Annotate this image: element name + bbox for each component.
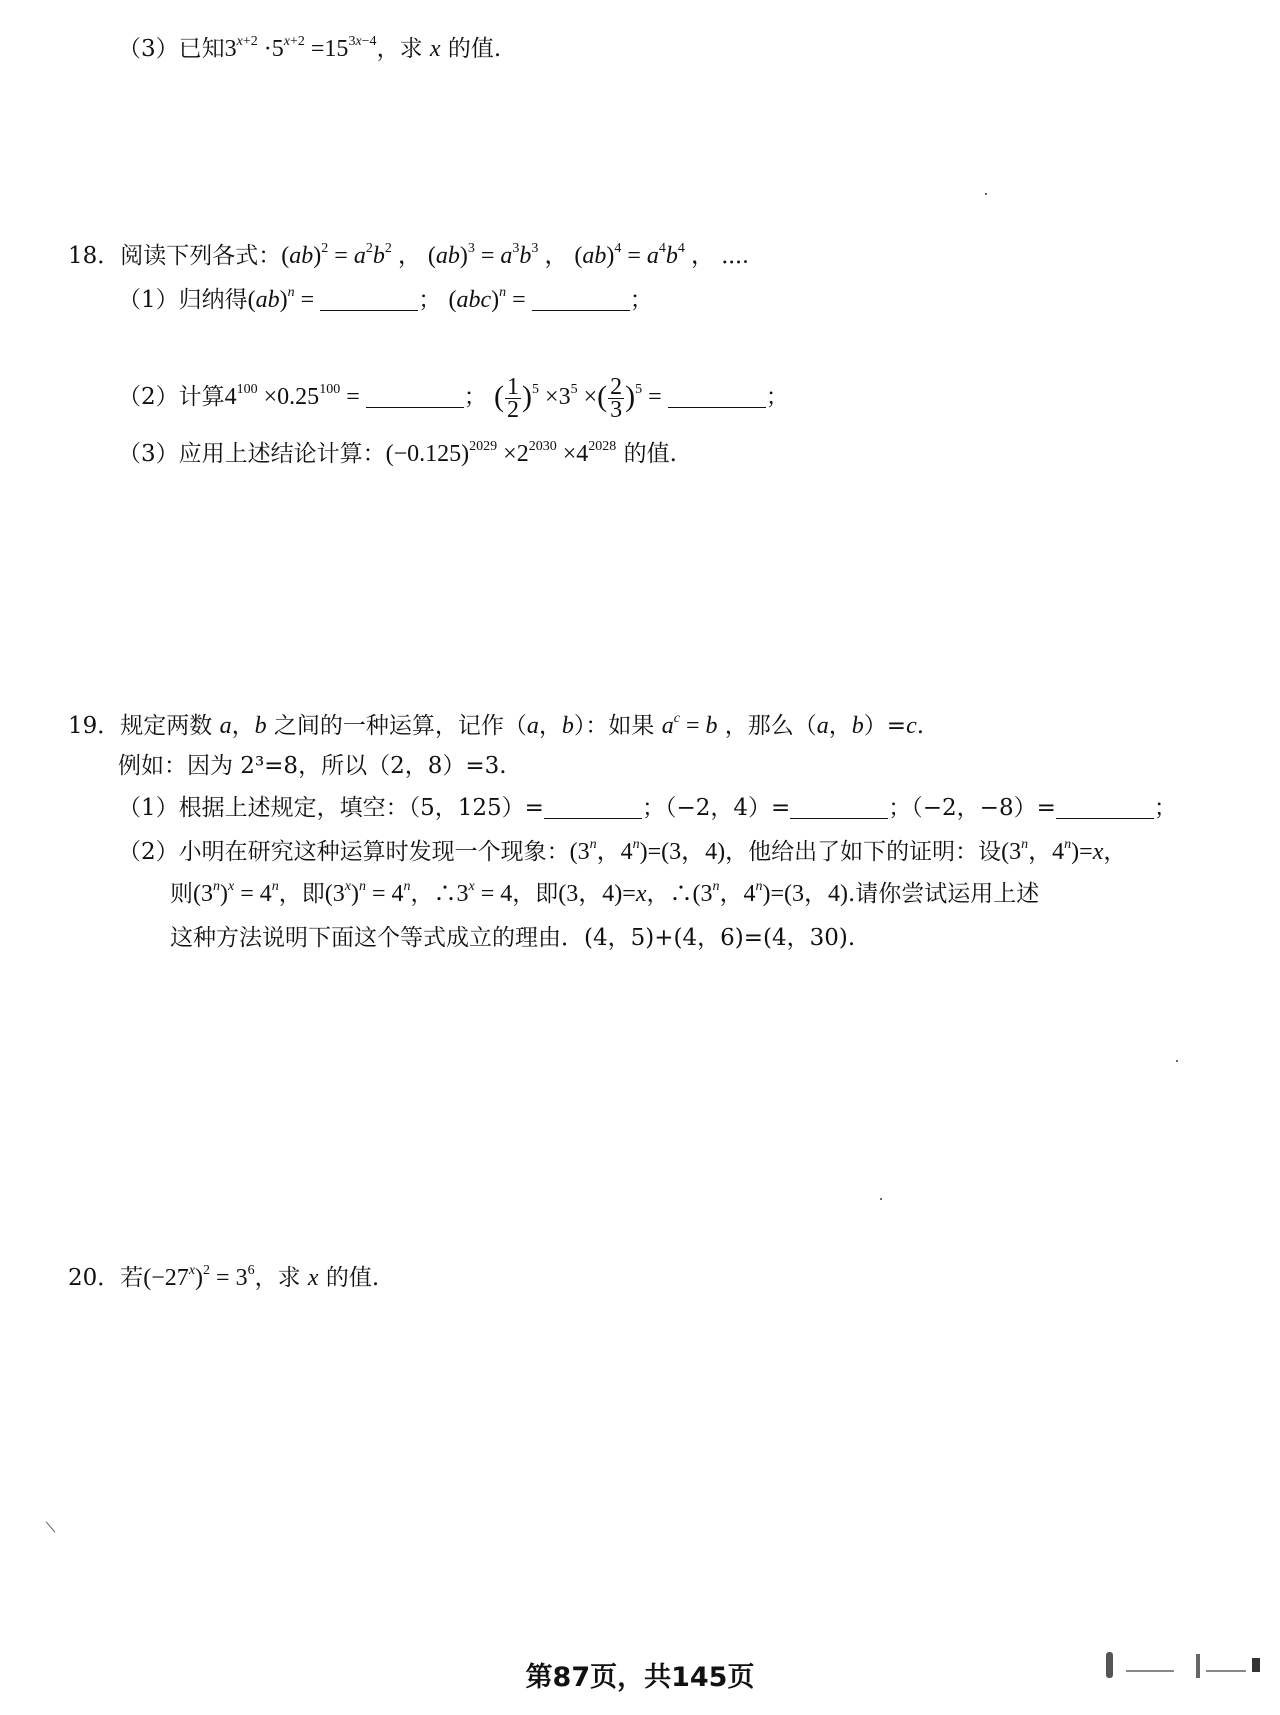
q18-number: 18． bbox=[68, 243, 121, 269]
q19-part1-c: ；（−2，−8）= bbox=[888, 795, 1056, 821]
q19-line1c: ）：如果 bbox=[573, 713, 655, 739]
q17-part3: （3）已知$3^{x+2} \cdot 5^{x+2} =15^{3x-4}$，求 x 的值. bbox=[118, 34, 502, 62]
q18-part3: （3）应用上述结论计算：$(-0.125)^{2029} \times 2^{2030} \times 4^{2028}$ 的值. bbox=[118, 439, 677, 467]
q18-part1-label: （1）归纳得 bbox=[118, 287, 248, 313]
q19-part1-blank-b[interactable] bbox=[790, 796, 888, 819]
q18-part1-blank-a[interactable] bbox=[320, 288, 418, 311]
q19-part1-label: （1）根据上述规定，填空：（5，125）= bbox=[118, 795, 544, 821]
q17-equation: $3^{x+2} \cdot 5^{x+2} =15^{3x-4}$ bbox=[224, 34, 377, 62]
q20-stem: 20．若$(-27^x)^2 = 3^6$，求 x 的值. bbox=[68, 1263, 380, 1291]
q19-line1d: ，那么（ bbox=[724, 713, 817, 739]
scan-speck bbox=[1176, 1060, 1178, 1062]
q19-part2-line1: （2）小明在研究这种运算时发现一个现象：(3$^n$，$4^n)=(3$，4)，他给出了如下的证明：设(3$^n$，$4^n)=x$， bbox=[118, 837, 1127, 865]
q19-part2-line2b: ，即 bbox=[278, 881, 325, 907]
q18-part1: （1）归纳得(ab)$^n$ = ； (abc)$^n$ = ； bbox=[118, 285, 653, 313]
q19-part2-line2a: 则 bbox=[170, 881, 193, 907]
q19-line1e: ）= bbox=[863, 713, 907, 739]
q18-part1-blank-b[interactable] bbox=[532, 288, 630, 311]
q19-part2-line2e: ，∴ bbox=[646, 881, 693, 907]
q17-part3-suffix: ，求 bbox=[376, 36, 423, 62]
q19-part2-line2f: .请你尝试运用上述 bbox=[848, 881, 1040, 907]
q19-part2-line3: 这种方法说明下面这个等式成立的理由．(4，5)+(4，6)=(4，30). bbox=[170, 925, 856, 951]
q20-prefix: 若 bbox=[120, 1265, 144, 1291]
q19-line1: 规定两数 bbox=[120, 713, 213, 739]
q17-part3-end: 的值. bbox=[447, 36, 502, 62]
q19-part2-line1-text: （2）小明在研究这种运算时发现一个现象： bbox=[118, 839, 570, 865]
scan-speck bbox=[985, 193, 987, 195]
q19-part1-b: ；（−2，4）= bbox=[641, 795, 791, 821]
q19-part2-line2d: ，即 bbox=[512, 881, 559, 907]
q19-part1-blank-a[interactable] bbox=[544, 796, 642, 819]
q18-identities: $(ab)^2 = a^2b^2$ ， $(ab)^3 = a^3b^3$ ， $(ab)^4 = a^4b^4$ ， ⋯. bbox=[281, 241, 749, 269]
q17-part3-prefix: 已知 bbox=[178, 36, 225, 62]
q20-number: 20． bbox=[68, 1265, 121, 1291]
q19-part1-blank-c[interactable] bbox=[1056, 796, 1154, 819]
q19-part1: （1）根据上述规定，填空：（5，125）= ；（−2，4）= ；（−2，−8）= ； bbox=[118, 795, 1177, 821]
scan-speck bbox=[880, 1198, 882, 1200]
q19-example: 例如：因为 2³=8，所以（2，8）=3. bbox=[118, 753, 507, 779]
q18-stem bbox=[68, 240, 749, 272]
q17-part3-label: （3） bbox=[118, 36, 179, 62]
q19-part2-line2c: ，∴ bbox=[410, 881, 457, 907]
q20-equation: $(-27^x)^2 = 3^6$ bbox=[143, 1263, 255, 1291]
q18-part3-end: 的值. bbox=[623, 441, 677, 467]
q18-intro: 阅读下列各式： bbox=[120, 243, 282, 269]
q19-stem: 19．规定两数 a，b 之间的一种运算，记作（a，b）：如果 $a^c = b$ ，那么（a，b）=c. bbox=[68, 711, 925, 739]
q20-end: 的值. bbox=[325, 1265, 380, 1291]
q18-part2-blank-a[interactable] bbox=[366, 385, 464, 408]
q19-line1b: 之间的一种运算，记作（ bbox=[273, 713, 527, 739]
q18-part2-label: （2）计算 bbox=[118, 384, 225, 410]
q18-exp-2028: 2028 bbox=[588, 439, 617, 454]
page-number: 第87页，共145页 bbox=[525, 1662, 755, 1693]
scan-speck bbox=[46, 1521, 56, 1532]
q18-part2: （2）计算$4^{100} \times 0.25^{100}$ = ； ( $\frac{1}{2}$ )$^5 \times 3^5$ ×( $\frac{2}{3}$ )$^5$ = ； bbox=[118, 373, 789, 423]
q19-number: 19． bbox=[68, 713, 121, 739]
q20-suffix: ，求 bbox=[254, 1265, 301, 1291]
q19-part2-line2: 则$(3^n)^x = 4^n$，即$(3^x)^n = 4^n$，$\therefore 3^x = 4$，即(3，4)=x，∴(3$^n$，$4^n)=(3$，4).请你尝试运用上述 bbox=[170, 879, 1040, 907]
q18-exp-2030: 2030 bbox=[528, 439, 557, 454]
q18-part2-blank-b[interactable] bbox=[668, 385, 766, 408]
q18-exp-2029: 2029 bbox=[469, 439, 498, 454]
scan-edge-marks bbox=[1066, 1648, 1266, 1688]
q19-part2-line1b: ，他给出了如下的证明：设 bbox=[725, 839, 1002, 865]
q18-part3-label: （3）应用上述结论计算： bbox=[118, 441, 386, 467]
